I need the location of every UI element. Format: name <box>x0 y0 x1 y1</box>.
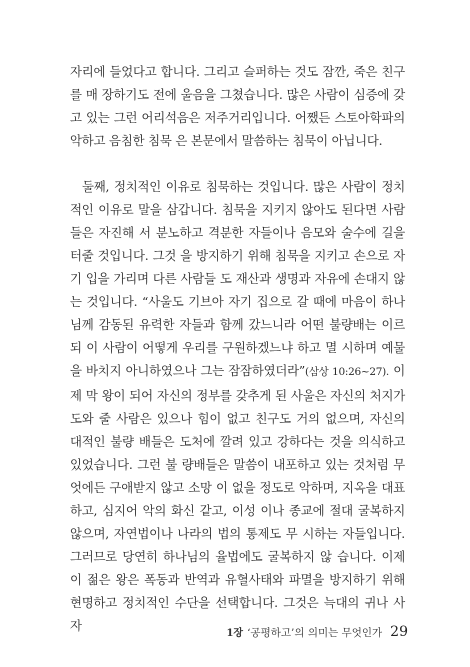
running-footer <box>226 624 408 640</box>
text-line: 습니다. 이제 이 젊은 왕은 폭동과 반역과 유혈사태와 파멸을 방지하기 <box>70 549 405 587</box>
text-line: 어떤 불량배는 이르되 이 사람이 어떻게 우리를 구원하겠느냐 하고 멸 <box>70 317 405 355</box>
text-line: 을 방지하기 위해 침묵을 지키고 손으로 자기 입을 가리며 다른 사람들 <box>70 248 406 286</box>
text-line: 줄 사람은 있으나 힘이 없고 친구도 거의 없으며, 자신의 대적인 불량 <box>70 411 405 449</box>
text-line: 시하는 자들입니다. 그러므로 당연히 하나님의 율법에도 굴복하지 않 <box>70 526 405 564</box>
text-line: 어리석음은 저주거리입니다. 어쨌든 스토아학파의 악하고 음침한 침묵 <box>70 110 405 148</box>
text-line: 위해 현명하고 정치적인 수단을 선택합니다. 그것은 늑대의 귀나 사자 <box>70 572 405 633</box>
text-line: 자리에 들었다고 합니다. 그리고 슬퍼하는 것도 잠깐, 죽은 친구를 매 <box>70 64 405 102</box>
page-number: 29 <box>390 624 408 640</box>
chapter-title: ‘공평하고’의 의미는 무엇인가 <box>247 627 383 639</box>
text-line: 이제 막 왕이 되어 자신의 정부를 갖추게 된 사울은 자신의 처지가 도와 <box>70 363 405 426</box>
text-line: 서 분노하고 격분한 자들이나 음모와 술수에 길을 터줄 것입니다. 그것 <box>70 225 405 263</box>
text-line: 량배들은 말씀이 내포하고 있는 것처럼 무엇에든 구애받지 않고 소망 <box>70 457 406 495</box>
chapter-label: 1장 <box>226 628 244 639</box>
text-line: 둘째, 정치적인 이유로 침묵하는 것입니다. 많은 사람이 정치적인 <box>70 179 405 217</box>
text-line: 장하기도 전에 울음을 그쳤습니다. 많은 사람이 심증에 갖고 있는 그런 <box>70 87 405 125</box>
text-line: 집으로 갈 때에 마음이 하나님께 감동된 유력한 자들과 함께 갔느니라 <box>70 294 405 332</box>
paragraph-1 <box>70 60 405 152</box>
text-line: 도 재산과 생명과 자유에 손대지 않는 것입니다. “사울도 기브아 자기 <box>70 271 405 309</box>
bible-citation: (삼상 10:26~27). <box>305 366 389 378</box>
text-line: 시하며 예물을 바치지 아니하였으나 그는 잠잠하였더라” <box>70 340 405 378</box>
text-line: 이 없을 정도로 악하며, 지옥을 대표하고, 심지어 악의 화신 같고, 이성 <box>70 480 406 518</box>
text-line: 은 본문에서 말씀하는 침묵이 아닙니다. <box>175 133 383 148</box>
text-line: 배들은 도처에 깔려 있고 강하다는 것을 의식하고 있었습니다. 그런 불 <box>70 434 405 472</box>
text-line: 이유로 말을 삼갑니다. 침묵을 지키지 않아도 된다면 사람들은 자진해 <box>70 202 405 240</box>
text-line: 이나 종교에 절대 굴복하지 않으며, 자연법이나 나라의 법의 통제도 무 <box>70 503 405 541</box>
paragraph-2 <box>70 175 405 637</box>
